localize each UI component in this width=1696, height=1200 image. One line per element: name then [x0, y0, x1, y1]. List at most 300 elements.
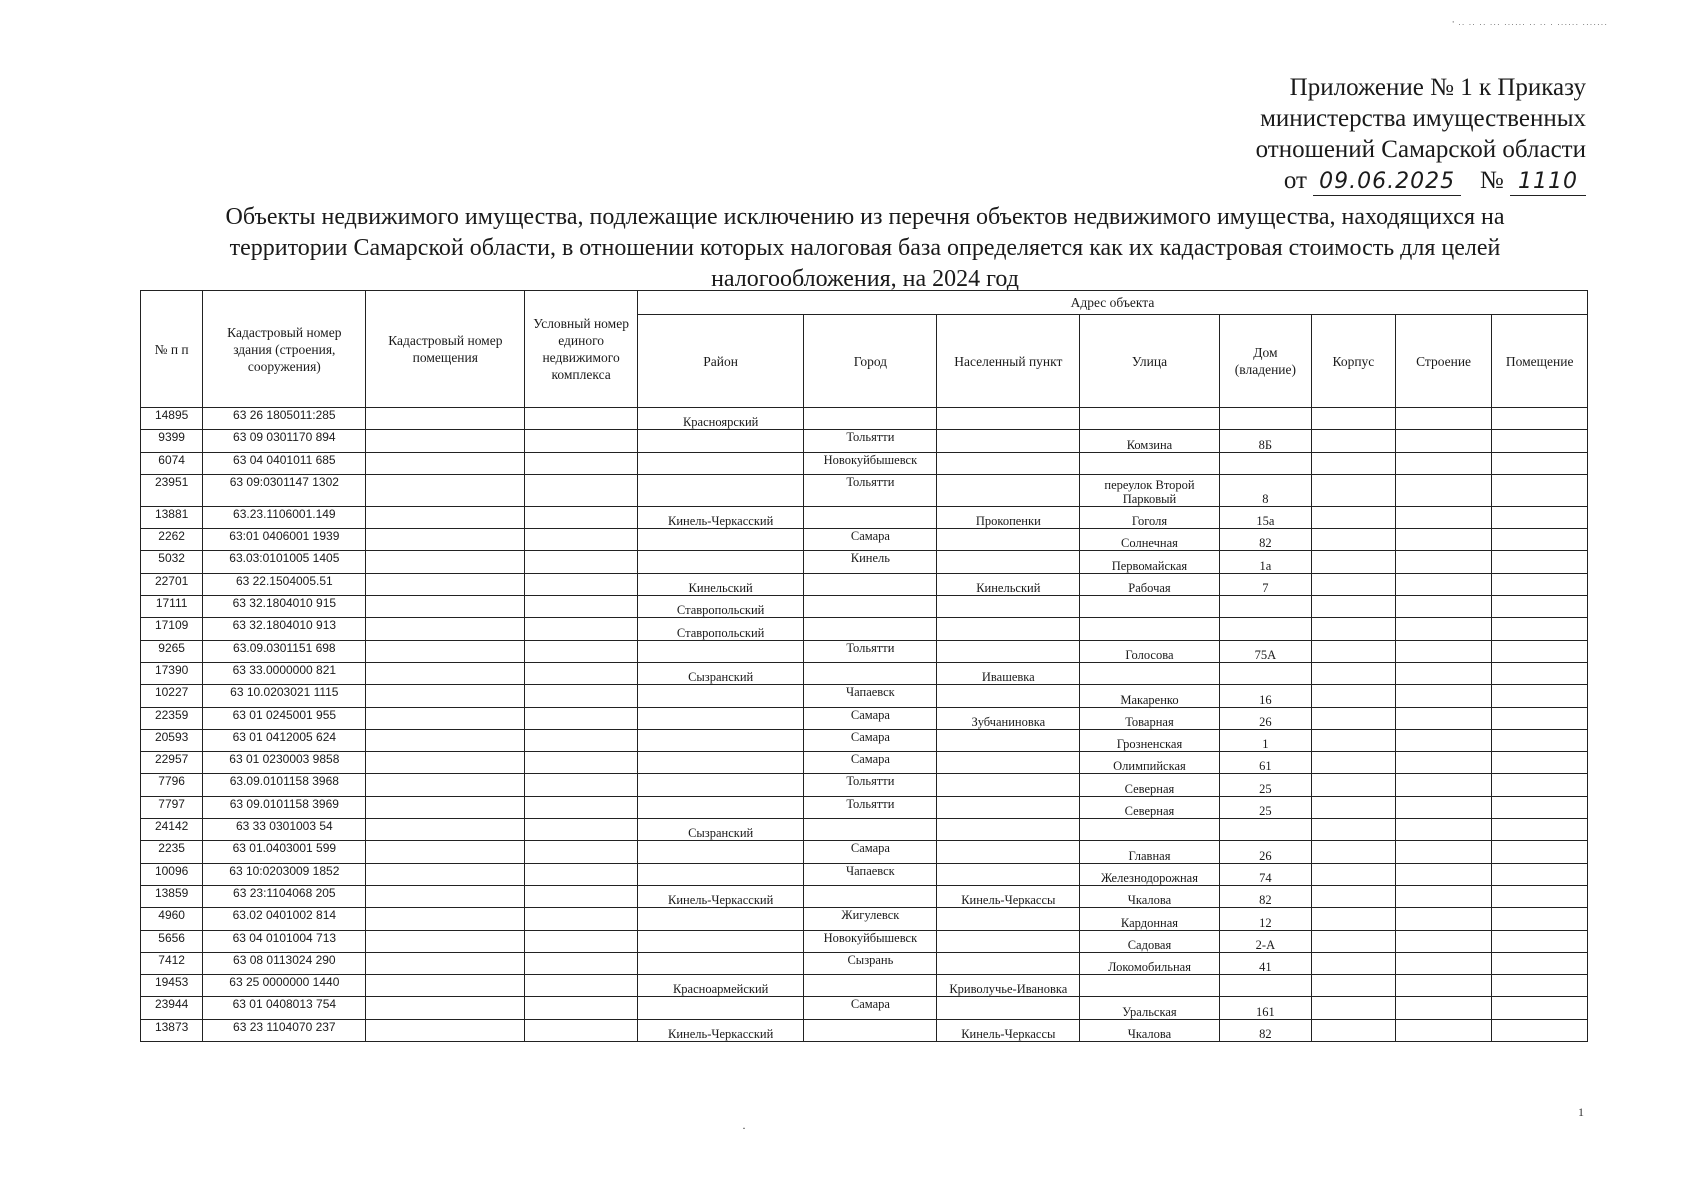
- cell-city: Самара: [804, 997, 937, 1019]
- cell-house: 25: [1219, 774, 1311, 796]
- cell-district: Сызранский: [637, 819, 803, 841]
- cell-house: [1219, 662, 1311, 684]
- cell-apartment: [1492, 573, 1588, 595]
- cell-settlement: [937, 841, 1080, 863]
- cell-korpus: [1312, 707, 1396, 729]
- cell-building-part: [1395, 596, 1492, 618]
- header-settlement: Населенный пункт: [937, 315, 1080, 408]
- appendix-line-2: министерства имущественных: [1260, 105, 1586, 132]
- cell-apartment: [1492, 885, 1588, 907]
- page-number: 1: [1578, 1105, 1584, 1119]
- cell-num: 20593: [141, 729, 203, 751]
- cell-building-part: [1395, 908, 1492, 930]
- table-row: [141, 863, 1588, 885]
- cell-street: [1080, 662, 1220, 684]
- cell-house: 26: [1219, 707, 1311, 729]
- cell-street: Олимпийская: [1080, 752, 1220, 774]
- cell-street: Железнодорожная: [1080, 863, 1220, 885]
- cell-house: [1219, 452, 1311, 474]
- cell-street: переулок Второй Парковый: [1080, 474, 1220, 506]
- cell-room-cadastral: [366, 908, 525, 930]
- cell-room-cadastral: [366, 551, 525, 573]
- cell-room-cadastral: [366, 408, 525, 430]
- cell-district: Кинель-Черкасский: [637, 506, 803, 528]
- cell-apartment: [1492, 908, 1588, 930]
- cell-complex-number: [525, 997, 638, 1019]
- cell-complex-number: [525, 752, 638, 774]
- cell-korpus: [1312, 997, 1396, 1019]
- table-row: [141, 997, 1588, 1019]
- cell-complex-number: [525, 707, 638, 729]
- cell-apartment: [1492, 474, 1588, 506]
- table-row: [141, 930, 1588, 952]
- cell-street: Голосова: [1080, 640, 1220, 662]
- cell-building-cadastral: 63.02 0401002 814: [203, 908, 366, 930]
- cell-street: [1080, 819, 1220, 841]
- cell-korpus: [1312, 529, 1396, 551]
- cell-num: 7412: [141, 952, 203, 974]
- cell-city: [804, 885, 937, 907]
- cell-complex-number: [525, 529, 638, 551]
- cell-num: 9399: [141, 430, 203, 452]
- cell-district: Красноармейский: [637, 975, 803, 997]
- cell-settlement: [937, 430, 1080, 452]
- header-house: Дом (владение): [1219, 315, 1311, 408]
- cell-street: Рабочая: [1080, 573, 1220, 595]
- cell-building-part: [1395, 506, 1492, 528]
- cell-house: 75А: [1219, 640, 1311, 662]
- table-row: [141, 908, 1588, 930]
- cell-street: Солнечная: [1080, 529, 1220, 551]
- cell-settlement: [937, 529, 1080, 551]
- cell-room-cadastral: [366, 662, 525, 684]
- cell-building-part: [1395, 529, 1492, 551]
- cell-apartment: [1492, 1019, 1588, 1041]
- cell-complex-number: [525, 796, 638, 818]
- cell-building-cadastral: 63.09.0301151 698: [203, 640, 366, 662]
- cell-house: 74: [1219, 863, 1311, 885]
- cell-room-cadastral: [366, 975, 525, 997]
- cell-street: Локомобильная: [1080, 952, 1220, 974]
- cell-district: [637, 997, 803, 1019]
- cell-district: Ставропольский: [637, 596, 803, 618]
- table-row: [141, 774, 1588, 796]
- cell-city: [804, 975, 937, 997]
- cell-settlement: Кинель-Черкассы: [937, 1019, 1080, 1041]
- cell-building-part: [1395, 885, 1492, 907]
- cell-complex-number: [525, 774, 638, 796]
- cell-room-cadastral: [366, 819, 525, 841]
- cell-settlement: Прокопенки: [937, 506, 1080, 528]
- cell-apartment: [1492, 975, 1588, 997]
- cell-city: Самара: [804, 752, 937, 774]
- cell-num: 2262: [141, 529, 203, 551]
- cell-room-cadastral: [366, 640, 525, 662]
- table-row: [141, 952, 1588, 974]
- cell-settlement: Ивашевка: [937, 662, 1080, 684]
- cell-settlement: [937, 685, 1080, 707]
- cell-house: 41: [1219, 952, 1311, 974]
- cell-street: Товарная: [1080, 707, 1220, 729]
- cell-num: 19453: [141, 975, 203, 997]
- cell-district: [637, 930, 803, 952]
- cell-city: Жигулевск: [804, 908, 937, 930]
- cell-apartment: [1492, 997, 1588, 1019]
- cell-settlement: [937, 596, 1080, 618]
- cell-building-cadastral: 63.23.1106001.149: [203, 506, 366, 528]
- property-table: [140, 290, 1588, 1042]
- cell-korpus: [1312, 908, 1396, 930]
- cell-apartment: [1492, 729, 1588, 751]
- cell-building-part: [1395, 452, 1492, 474]
- cell-korpus: [1312, 573, 1396, 595]
- cell-district: Кинель-Черкасский: [637, 1019, 803, 1041]
- table-row: [141, 474, 1588, 506]
- cell-korpus: [1312, 430, 1396, 452]
- cell-building-part: [1395, 729, 1492, 751]
- cell-num: 13859: [141, 885, 203, 907]
- cell-apartment: [1492, 596, 1588, 618]
- cell-apartment: [1492, 774, 1588, 796]
- cell-korpus: [1312, 774, 1396, 796]
- cell-complex-number: [525, 452, 638, 474]
- cell-num: 7796: [141, 774, 203, 796]
- cell-house: 2-А: [1219, 930, 1311, 952]
- cell-complex-number: [525, 975, 638, 997]
- cell-room-cadastral: [366, 506, 525, 528]
- cell-city: [804, 596, 937, 618]
- cell-complex-number: [525, 930, 638, 952]
- cell-building-cadastral: 63.03:0101005 1405: [203, 551, 366, 573]
- cell-street: [1080, 975, 1220, 997]
- cell-settlement: [937, 551, 1080, 573]
- cell-district: [637, 551, 803, 573]
- cell-complex-number: [525, 474, 638, 506]
- header-room-cadastral: Кадастровый номер помещения: [366, 291, 525, 408]
- cell-house: 12: [1219, 908, 1311, 930]
- cell-building-part: [1395, 573, 1492, 595]
- cell-apartment: [1492, 408, 1588, 430]
- cell-settlement: [937, 618, 1080, 640]
- number-label: №: [1479, 167, 1504, 194]
- appendix-line-3: отношений Самарской области: [1255, 136, 1586, 163]
- cell-house: 7: [1219, 573, 1311, 595]
- cell-building-cadastral: 63 01 0230003 9858: [203, 752, 366, 774]
- cell-room-cadastral: [366, 997, 525, 1019]
- cell-num: 22701: [141, 573, 203, 595]
- cell-building-part: [1395, 774, 1492, 796]
- cell-korpus: [1312, 596, 1396, 618]
- cell-korpus: [1312, 618, 1396, 640]
- cell-house: [1219, 408, 1311, 430]
- cell-room-cadastral: [366, 841, 525, 863]
- cell-building-cadastral: 63 10.0203021 1115: [203, 685, 366, 707]
- cell-building-part: [1395, 430, 1492, 452]
- cell-building-part: [1395, 952, 1492, 974]
- cell-num: 5032: [141, 551, 203, 573]
- cell-korpus: [1312, 752, 1396, 774]
- cell-room-cadastral: [366, 529, 525, 551]
- cell-building-cadastral: 63 23 1104070 237: [203, 1019, 366, 1041]
- cell-building-part: [1395, 819, 1492, 841]
- cell-city: [804, 819, 937, 841]
- cell-room-cadastral: [366, 952, 525, 974]
- cell-room-cadastral: [366, 930, 525, 952]
- cell-complex-number: [525, 863, 638, 885]
- cell-city: [804, 1019, 937, 1041]
- header-apartment: Помещение: [1492, 315, 1588, 408]
- cell-district: [637, 841, 803, 863]
- cell-district: [637, 752, 803, 774]
- cell-district: [637, 863, 803, 885]
- table-row: [141, 885, 1588, 907]
- cell-room-cadastral: [366, 596, 525, 618]
- cell-district: [637, 707, 803, 729]
- cell-city: [804, 662, 937, 684]
- cell-building-cadastral: 63 09:0301147 1302: [203, 474, 366, 506]
- document-title: [180, 202, 1550, 295]
- table-row: [141, 752, 1588, 774]
- cell-num: 10096: [141, 863, 203, 885]
- table-row: [141, 573, 1588, 595]
- cell-complex-number: [525, 506, 638, 528]
- cell-house: 8: [1219, 474, 1311, 506]
- cell-house: 82: [1219, 885, 1311, 907]
- cell-city: Самара: [804, 707, 937, 729]
- cell-building-cadastral: 63 32.1804010 915: [203, 596, 366, 618]
- cell-street: Первомайская: [1080, 551, 1220, 573]
- cell-building-part: [1395, 1019, 1492, 1041]
- cell-apartment: [1492, 618, 1588, 640]
- cell-settlement: [937, 408, 1080, 430]
- cell-room-cadastral: [366, 796, 525, 818]
- cell-street: Чкалова: [1080, 1019, 1220, 1041]
- cell-building-cadastral: 63 26 1805011:285: [203, 408, 366, 430]
- cell-room-cadastral: [366, 430, 525, 452]
- cell-street: Северная: [1080, 796, 1220, 818]
- cell-street: Главная: [1080, 841, 1220, 863]
- header-street: Улица: [1080, 315, 1220, 408]
- table-row: [141, 529, 1588, 551]
- cell-street: [1080, 618, 1220, 640]
- title-line-3: налогообложения, на 2024 год: [711, 266, 1019, 292]
- cell-complex-number: [525, 885, 638, 907]
- cell-settlement: [937, 796, 1080, 818]
- cell-korpus: [1312, 796, 1396, 818]
- table-row: [141, 408, 1588, 430]
- cell-building-part: [1395, 975, 1492, 997]
- cell-num: 6074: [141, 452, 203, 474]
- cell-district: Сызранский: [637, 662, 803, 684]
- cell-num: 13873: [141, 1019, 203, 1041]
- cell-apartment: [1492, 452, 1588, 474]
- cell-city: Самара: [804, 841, 937, 863]
- cell-room-cadastral: [366, 618, 525, 640]
- cell-apartment: [1492, 952, 1588, 974]
- cell-building-cadastral: 63 23:1104068 205: [203, 885, 366, 907]
- cell-korpus: [1312, 452, 1396, 474]
- cell-building-cadastral: 63 04 0101004 713: [203, 930, 366, 952]
- table-row: [141, 819, 1588, 841]
- cell-street: Чкалова: [1080, 885, 1220, 907]
- header-building-cadastral: Кадастровый номер здания (строения, сооружения): [203, 291, 366, 408]
- cell-house: [1219, 975, 1311, 997]
- cell-building-cadastral: 63:01 0406001 1939: [203, 529, 366, 551]
- cell-complex-number: [525, 908, 638, 930]
- cell-building-part: [1395, 930, 1492, 952]
- cell-building-part: [1395, 752, 1492, 774]
- cell-settlement: [937, 997, 1080, 1019]
- header-district: Район: [637, 315, 803, 408]
- cell-settlement: [937, 452, 1080, 474]
- cell-complex-number: [525, 841, 638, 863]
- cell-num: 4960: [141, 908, 203, 930]
- cell-num: 24142: [141, 819, 203, 841]
- cell-street: Кардонная: [1080, 908, 1220, 930]
- cell-apartment: [1492, 841, 1588, 863]
- cell-street: [1080, 596, 1220, 618]
- order-date-number: [1256, 165, 1586, 196]
- cell-city: [804, 573, 937, 595]
- cell-apartment: [1492, 662, 1588, 684]
- cell-settlement: [937, 752, 1080, 774]
- cell-complex-number: [525, 819, 638, 841]
- title-line-1: Объекты недвижимого имущества, подлежащие исключению из перечня объектов недвижимого имущества, находящихся на: [225, 204, 1505, 230]
- cell-city: [804, 506, 937, 528]
- cell-complex-number: [525, 729, 638, 751]
- header-korpus: Корпус: [1312, 315, 1396, 408]
- cell-city: Чапаевск: [804, 685, 937, 707]
- cell-building-part: [1395, 618, 1492, 640]
- cell-building-cadastral: 63 09 0301170 894: [203, 430, 366, 452]
- cell-city: [804, 618, 937, 640]
- cell-street: Комзина: [1080, 430, 1220, 452]
- cell-building-part: [1395, 408, 1492, 430]
- cell-house: 1: [1219, 729, 1311, 751]
- cell-street: [1080, 408, 1220, 430]
- cell-apartment: [1492, 707, 1588, 729]
- cell-num: 17109: [141, 618, 203, 640]
- cell-district: [637, 474, 803, 506]
- cell-complex-number: [525, 662, 638, 684]
- order-date: 09.06.2025: [1313, 169, 1461, 196]
- cell-apartment: [1492, 551, 1588, 573]
- cell-korpus: [1312, 640, 1396, 662]
- cell-building-part: [1395, 474, 1492, 506]
- cell-num: 14895: [141, 408, 203, 430]
- header-scribble: ' ·· ·· ·· ··· ······ ·· ·· · ······ ·······: [1452, 20, 1608, 29]
- cell-num: 2235: [141, 841, 203, 863]
- header-num: № п п: [141, 291, 203, 408]
- cell-city: Новокуйбышевск: [804, 452, 937, 474]
- cell-korpus: [1312, 474, 1396, 506]
- cell-settlement: [937, 952, 1080, 974]
- cell-apartment: [1492, 863, 1588, 885]
- cell-settlement: [937, 930, 1080, 952]
- cell-korpus: [1312, 685, 1396, 707]
- table-row: [141, 685, 1588, 707]
- cell-city: Самара: [804, 729, 937, 751]
- cell-settlement: [937, 819, 1080, 841]
- cell-building-cadastral: 63 04 0401011 685: [203, 452, 366, 474]
- cell-apartment: [1492, 752, 1588, 774]
- cell-building-part: [1395, 796, 1492, 818]
- cell-building-part: [1395, 997, 1492, 1019]
- cell-house: 1а: [1219, 551, 1311, 573]
- cell-city: Кинель: [804, 551, 937, 573]
- cell-house: 82: [1219, 1019, 1311, 1041]
- cell-district: [637, 452, 803, 474]
- cell-settlement: [937, 640, 1080, 662]
- cell-street: Грозненская: [1080, 729, 1220, 751]
- cell-num: 17390: [141, 662, 203, 684]
- table-row: [141, 430, 1588, 452]
- cell-complex-number: [525, 430, 638, 452]
- header-building-part: Строение: [1395, 315, 1492, 408]
- table-row: [141, 506, 1588, 528]
- table-row: [141, 975, 1588, 997]
- cell-street: Северная: [1080, 774, 1220, 796]
- cell-apartment: [1492, 819, 1588, 841]
- table-row: [141, 707, 1588, 729]
- cell-room-cadastral: [366, 729, 525, 751]
- cell-korpus: [1312, 551, 1396, 573]
- cell-building-part: [1395, 662, 1492, 684]
- cell-building-part: [1395, 685, 1492, 707]
- cell-street: Садовая: [1080, 930, 1220, 952]
- cell-num: 9265: [141, 640, 203, 662]
- cell-korpus: [1312, 885, 1396, 907]
- cell-city: Сызрань: [804, 952, 937, 974]
- cell-building-part: [1395, 841, 1492, 863]
- cell-complex-number: [525, 573, 638, 595]
- cell-room-cadastral: [366, 685, 525, 707]
- cell-korpus: [1312, 819, 1396, 841]
- cell-settlement: Кинель-Черкассы: [937, 885, 1080, 907]
- cell-complex-number: [525, 408, 638, 430]
- table-row: [141, 452, 1588, 474]
- cell-complex-number: [525, 1019, 638, 1041]
- cell-house: 16: [1219, 685, 1311, 707]
- cell-district: [637, 640, 803, 662]
- cell-street: Уральская: [1080, 997, 1220, 1019]
- table-row: [141, 618, 1588, 640]
- table-row: [141, 841, 1588, 863]
- cell-settlement: [937, 729, 1080, 751]
- cell-district: [637, 430, 803, 452]
- cell-room-cadastral: [366, 774, 525, 796]
- cell-house: [1219, 819, 1311, 841]
- cell-apartment: [1492, 685, 1588, 707]
- from-label: от: [1283, 167, 1307, 194]
- table-row: [141, 662, 1588, 684]
- cell-settlement: [937, 474, 1080, 506]
- cell-apartment: [1492, 529, 1588, 551]
- cell-korpus: [1312, 408, 1396, 430]
- cell-room-cadastral: [366, 707, 525, 729]
- cell-house: 15а: [1219, 506, 1311, 528]
- cell-house: 8Б: [1219, 430, 1311, 452]
- cell-korpus: [1312, 1019, 1396, 1041]
- cell-house: 25: [1219, 796, 1311, 818]
- cell-room-cadastral: [366, 573, 525, 595]
- table-row: [141, 596, 1588, 618]
- cell-building-cadastral: 63 08 0113024 290: [203, 952, 366, 974]
- table-body: [141, 408, 1588, 1042]
- table-row: [141, 796, 1588, 818]
- cell-korpus: [1312, 841, 1396, 863]
- cell-district: Красноярский: [637, 408, 803, 430]
